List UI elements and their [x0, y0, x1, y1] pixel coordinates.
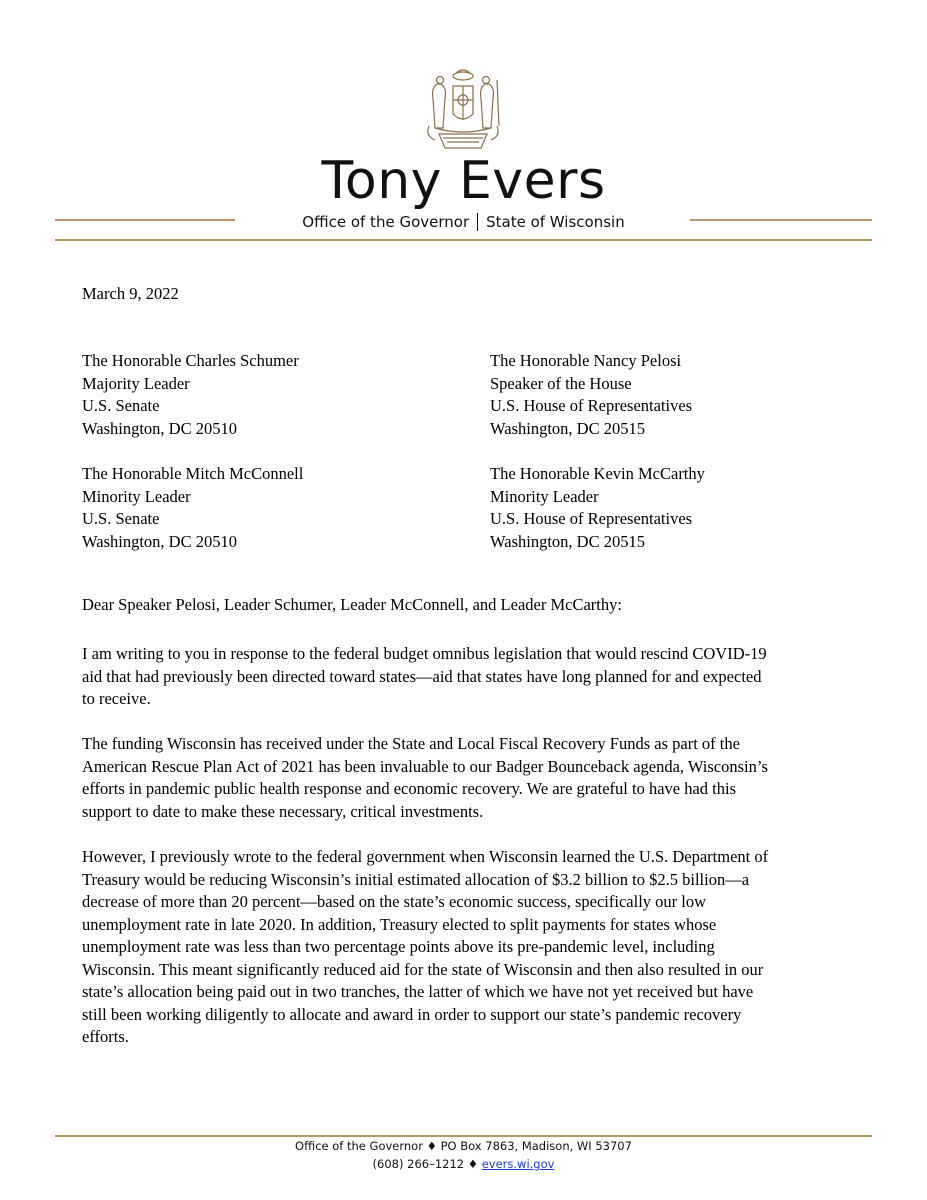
body-paragraph — [82, 846, 852, 1049]
salutation: Dear Speaker Pelosi, Leader Schumer, Leader McConnell, and Leader McCarthy: — [82, 595, 622, 614]
paragraph-line: efforts in pandemic public health response and economic recovery. We are grateful to have had this — [82, 779, 736, 798]
paragraph-line: state’s allocation being paid out in two tranches, the latter of which we have not yet received but have — [82, 982, 754, 1001]
recipient-block — [82, 463, 303, 553]
recipient-title: Minority Leader — [82, 486, 191, 506]
state-label: State of Wisconsin — [486, 213, 625, 231]
footer-address: PO Box 7863, Madison, WI 53707 — [440, 1139, 632, 1153]
paragraph-line: unemployment rate was less than two percentage points above its pre-pandemic level, including — [82, 937, 715, 956]
recipient-address: Washington, DC 20515 — [490, 418, 645, 438]
divider — [477, 213, 478, 231]
footer-line-2 — [0, 1157, 927, 1171]
paragraph-line: still been working diligently to allocate and award in order to support our state’s pandemic recovery — [82, 1004, 742, 1024]
paragraph-line: support to date to make these necessary, critical investments. — [82, 801, 484, 821]
recipient-name: The Honorable Kevin McCarthy — [490, 464, 705, 483]
recipient-address: Washington, DC 20515 — [490, 531, 645, 551]
recipient-block — [490, 350, 692, 440]
paragraph-line: The funding Wisconsin has received under the State and Local Fiscal Recovery Funds as part of the — [82, 734, 740, 753]
paragraph-line: efforts. — [82, 1027, 129, 1046]
header-rule-bottom — [55, 239, 872, 241]
recipient-address: Washington, DC 20510 — [82, 418, 237, 438]
recipient-address: Washington, DC 20510 — [82, 531, 237, 551]
footer-office: Office of the Governor — [295, 1139, 423, 1153]
body-paragraph — [82, 733, 852, 823]
diamond-icon: ♦ — [467, 1157, 479, 1171]
recipient-title: Minority Leader — [490, 486, 599, 506]
paragraph-line: American Rescue Plan Act of 2021 has been invaluable to our Badger Bounceback agenda, Wisconsin’s — [82, 756, 768, 776]
website-link[interactable]: evers.wi.gov — [481, 1157, 555, 1171]
recipient-name: The Honorable Mitch McConnell — [82, 464, 304, 483]
recipient-title: Majority Leader — [82, 373, 190, 393]
recipient-title: Speaker of the House — [490, 373, 632, 393]
diamond-icon: ♦ — [426, 1139, 437, 1153]
footer-rule — [55, 1135, 872, 1137]
recipient-name: The Honorable Nancy Pelosi — [490, 351, 682, 370]
paragraph-line: Treasury would be reducing Wisconsin’s initial estimated allocation of $3.2 billion to $2.5 billion—a — [82, 869, 750, 889]
body-paragraph — [82, 643, 852, 711]
wisconsin-state-seal — [415, 64, 511, 154]
office-line — [0, 213, 927, 231]
paragraph-line: aid that had previously been directed toward states—aid that states have long planned for and expected — [82, 666, 762, 686]
letter-date: March 9, 2022 — [82, 284, 179, 303]
paragraph-line: I am writing to you in response to the federal budget omnibus legislation that would rescind COVID-19 — [82, 644, 767, 663]
recipient-body: U.S. Senate — [82, 396, 160, 415]
footer-phone: (608) 266–1212 — [372, 1157, 465, 1171]
office-label: Office of the Governor — [302, 213, 470, 231]
paragraph-line: unemployment rate in late 2020. In addition, Treasury elected to split payments for states whose — [82, 914, 717, 934]
recipient-block — [82, 350, 299, 440]
recipient-block — [490, 463, 705, 553]
paragraph-line: decrease of more than 20 percent—based on the state’s economic success, specifically our low — [82, 892, 707, 911]
paragraph-line: to receive. — [82, 689, 151, 708]
governor-name: Tony Evers — [321, 151, 606, 211]
paragraph-line: However, I previously wrote to the federal government when Wisconsin learned the U.S. Department of — [82, 847, 769, 866]
recipient-name: The Honorable Charles Schumer — [82, 351, 299, 370]
recipient-body: U.S. House of Representatives — [490, 509, 693, 528]
paragraph-line: Wisconsin. This meant significantly reduced aid for the state of Wisconsin and then also resulted in our — [82, 959, 764, 979]
recipient-body: U.S. House of Representatives — [490, 396, 693, 415]
recipient-body: U.S. Senate — [82, 509, 160, 528]
footer-line-1 — [0, 1139, 927, 1153]
